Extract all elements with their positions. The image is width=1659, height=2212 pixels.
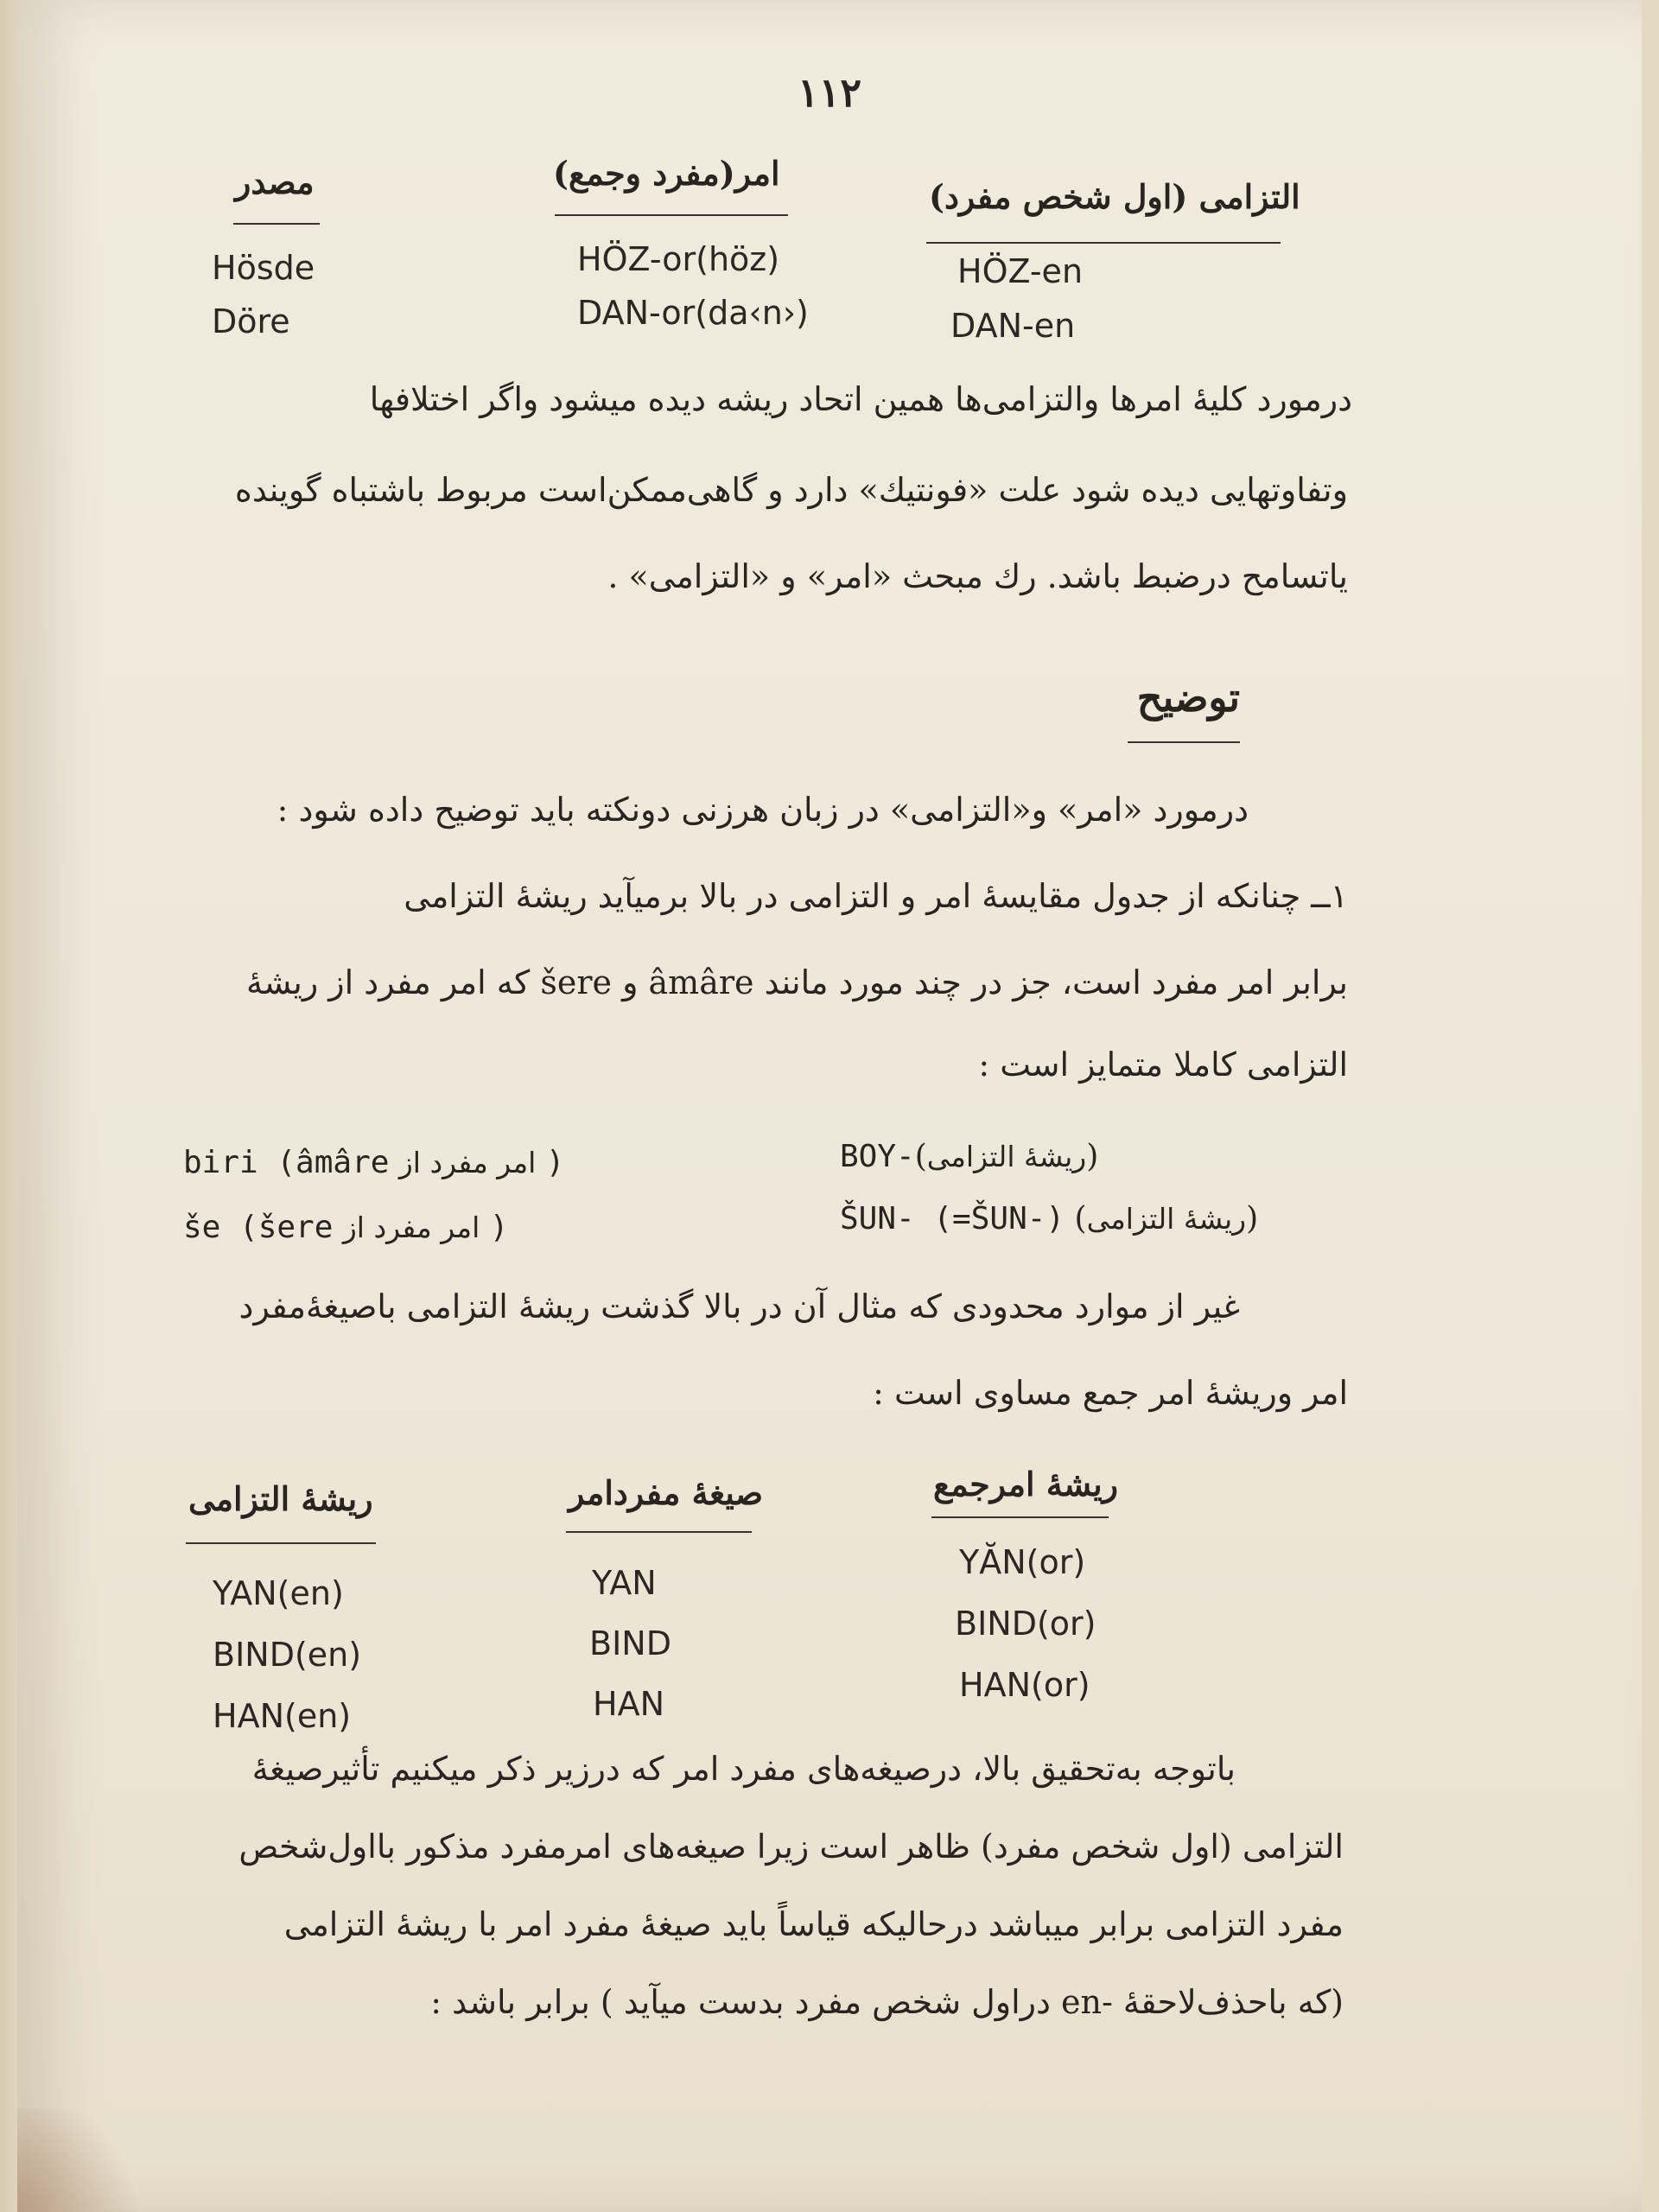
table1-masdar-1: Hösde xyxy=(212,249,315,287)
point1-line3: التزامی کاملا متمایز است : xyxy=(978,1046,1348,1084)
table2-amr-singular-1: YAN xyxy=(592,1564,657,1602)
table1-header-amr: امر(مفرد وجمع) xyxy=(553,154,780,193)
section-heading-rule xyxy=(1128,741,1240,743)
example-right-1: BOY-(ریشهٔ التزامی) xyxy=(840,1139,1099,1174)
table2-eltezami-root-1: YAN(en) xyxy=(213,1574,344,1612)
paragraph1-line2: وتفاوتهایی دیده شود علت «فونتیك» دارد و گاهی‌ممکن‌است مربوط باشتباه گوینده xyxy=(234,471,1348,509)
table1-header-eltezami: التزامی (اول شخص مفرد) xyxy=(929,177,1300,216)
paragraph3-line4: (که باحذف‌لاحقهٔ -en دراول شخص مفرد بدست میآید ) برابر باشد : xyxy=(430,1983,1344,2021)
example-left-2-tail: ) xyxy=(489,1210,509,1245)
point1-line2: برابر امر مفرد است، جز در چند مورد مانند âmâre و šere که امر مفرد از ریشهٔ xyxy=(246,963,1348,1001)
table2-rule-eltezami-root xyxy=(186,1542,376,1544)
paragraph3-line2: التزامی (اول شخص مفرد) ظاهر است زیرا صیغه‌های امرمفرد مذکور بااول‌شخص xyxy=(238,1827,1344,1866)
point1-line1: ۱ــ چنانکه از جدول مقایسهٔ امر و التزامی در بالا برمیآید ریشهٔ التزامی xyxy=(404,877,1348,915)
example-right-1-farsi: ریشهٔ التزامی xyxy=(926,1140,1087,1173)
table2-header-amr-plural-root: ریشهٔ امرجمع xyxy=(933,1465,1118,1503)
table1-amr-1: HÖZ-or(höz) xyxy=(577,240,780,278)
table1-masdar-2: Döre xyxy=(212,302,290,340)
explanation-intro: درمورد «امر» و«التزامی» در زبان هرزنی دونکته باید توضیح داده شود : xyxy=(276,791,1249,829)
paragraph1-line3: یاتسامح درضبط باشد. رك مبحث «امر» و «التزامی» . xyxy=(607,557,1348,595)
example-left-1-latin: biri (âmâre xyxy=(183,1145,390,1180)
table1-rule-masdar xyxy=(233,223,320,225)
table1-eltezami-1: HÖZ-en xyxy=(957,252,1084,290)
table1-eltezami-2: DAN-en xyxy=(950,307,1076,345)
example-left-1-farsi: امر مفرد از xyxy=(398,1146,537,1179)
table2-amr-singular-3: HAN xyxy=(593,1685,664,1723)
example-left-1-tail: ) xyxy=(545,1145,565,1180)
table2-amr-plural-root-2: BIND(or) xyxy=(955,1605,1096,1643)
table1-header-masdar: مصدر xyxy=(235,162,315,201)
paragraph3-line1: باتوجه به‌تحقیق بالا، درصیغه‌های مفرد امر که درزیر ذکر میکنیم تأثیرصیغهٔ xyxy=(251,1750,1236,1788)
paragraph3-line3: مفرد التزامی برابر میباشد درحالیکه قیاساً باید صیغهٔ مفرد امر با ریشهٔ التزامی xyxy=(283,1905,1344,1943)
example-left-2-latin: še (šere xyxy=(183,1210,334,1245)
example-left-2-farsi: امر مفرد از xyxy=(342,1211,480,1244)
paragraph1-line1: درمورد کلیهٔ امرها والتزامی‌ها همین اتحاد ریشه دیده میشود واگر اختلافها xyxy=(369,380,1352,418)
table1-rule-amr xyxy=(555,214,788,216)
paragraph2-line1: غیر از موارد محدودی که مثال آن در بالا گذشت ریشهٔ التزامی باصیغهٔ‌مفرد xyxy=(238,1287,1240,1325)
example-right-2: ŠUN- (=ŠUN-) (ریشهٔ التزامی) xyxy=(840,1201,1259,1236)
table2-amr-singular-2: BIND xyxy=(589,1624,671,1662)
example-right-2-latin: ŠUN- (=ŠUN-) xyxy=(840,1201,1065,1236)
page-number: ۱۱۲ xyxy=(797,69,862,116)
example-right-1-latin: BOY- xyxy=(840,1139,915,1174)
table1-amr-2: DAN-or(da‹n›) xyxy=(577,294,809,332)
table2-rule-amr-plural-root xyxy=(931,1516,1109,1518)
table2-header-eltezami-root: ریشهٔ التزامی xyxy=(188,1479,373,1518)
table2-amr-plural-root-1: YĂN(or) xyxy=(959,1543,1086,1581)
section-heading: توضیح xyxy=(1136,674,1240,721)
example-right-2-farsi: ریشهٔ التزامی xyxy=(1086,1202,1247,1236)
table1-rule-eltezami xyxy=(926,242,1281,244)
page-corner-shadow xyxy=(17,2108,156,2212)
paragraph2-line2: امر وریشهٔ امر جمع مساوی است : xyxy=(873,1374,1348,1412)
table2-amr-plural-root-3: HAN(or) xyxy=(959,1666,1090,1704)
table2-rule-amr-singular xyxy=(566,1531,752,1533)
table2-header-amr-singular: صیغهٔ مفردامر xyxy=(569,1473,764,1512)
example-left-2 xyxy=(183,1210,508,1245)
example-left-1 xyxy=(183,1145,564,1180)
table2-eltezami-root-2: BIND(en) xyxy=(213,1636,362,1674)
table2-eltezami-root-3: HAN(en) xyxy=(213,1697,352,1735)
